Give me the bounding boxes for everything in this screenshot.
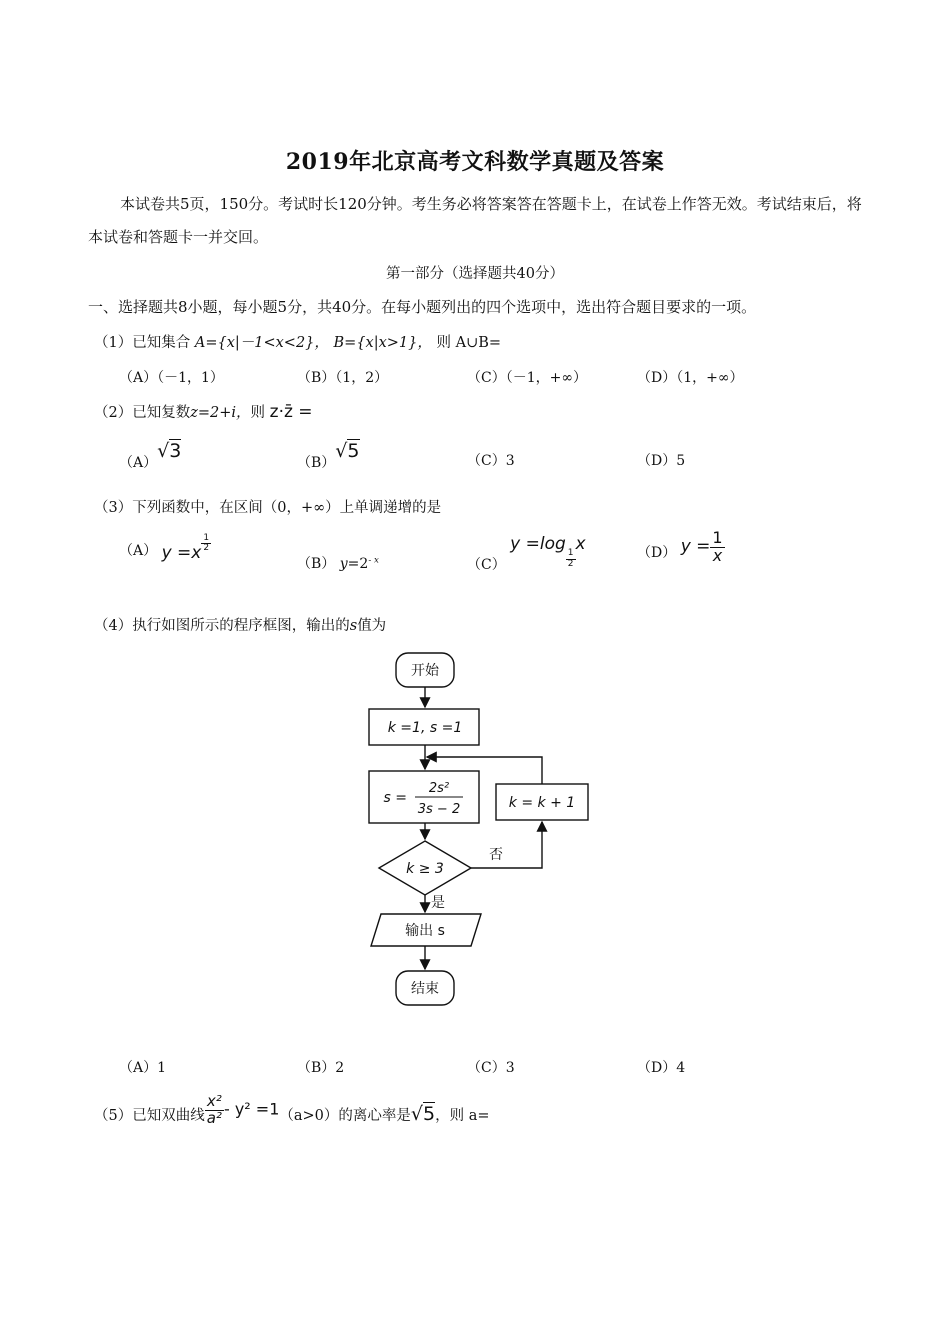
q2-option-b-radicand: 5	[347, 440, 360, 462]
q2-z: z=2+i，	[190, 405, 251, 421]
q2-option-b-label: （B）	[297, 455, 336, 471]
q1-option-a: （A）（－1，1）	[119, 370, 224, 386]
q3-option-c-label: （C）	[467, 557, 506, 573]
q3-option-b-base: 2	[359, 556, 369, 572]
question-2	[94, 401, 313, 422]
q2-label: （2）已知复数	[94, 405, 191, 421]
q4-option-b: （B）2	[297, 1060, 345, 1076]
q2-ask: 则	[250, 405, 266, 421]
q3-option-b-lhs: y=	[339, 556, 360, 572]
question-1	[94, 331, 501, 352]
q3-option-c-sub-num: 1	[567, 548, 574, 559]
q3-option-b-label: （B）	[297, 556, 336, 572]
q2-option-a-radicand: 3	[169, 440, 182, 462]
q3-option-c-lhs: y =log	[510, 534, 566, 554]
flow-assign-lhs: s =	[383, 790, 407, 806]
q3-option-d	[637, 530, 725, 565]
q4-ask: 值为	[357, 618, 387, 634]
q3-option-b	[297, 553, 379, 573]
sqrt-icon: √	[335, 440, 348, 462]
q2-option-d: （D）5	[637, 453, 686, 469]
flow-increment-label: k = k + 1	[508, 795, 576, 811]
q3-option-c-arg: x	[575, 534, 586, 554]
q3-option-a-lhs: y =	[161, 543, 192, 563]
part-title: 第一部分（选择题共40分）	[386, 266, 564, 282]
q5-ask: ，则 a=	[435, 1108, 490, 1125]
q4-option-c: （C）3	[467, 1060, 515, 1076]
question-4	[94, 614, 386, 635]
q4-label: （4）执行如图所示的程序框图，输出的	[94, 618, 350, 634]
flow-condition-label: k ≥ 3	[406, 861, 444, 877]
flow-assign-den: 3s − 2	[417, 802, 461, 817]
flow-end-label: 结束	[411, 981, 439, 997]
flow-assign-num: 2s²	[428, 781, 450, 796]
flow-output-label: 输出 s	[405, 923, 445, 939]
q3-option-c	[467, 534, 586, 573]
q3-option-d-den: x	[712, 545, 723, 565]
question-3: （3）下列函数中，在区间（0，+∞）上单调递增的是	[94, 500, 442, 516]
q2-option-a-label: （A）	[119, 455, 158, 471]
flow-yes-label: 是	[431, 895, 445, 911]
flow-init-label: k =1, s =1	[387, 720, 463, 736]
q1-option-b: （B）（1，2）	[297, 370, 389, 386]
q1-set-a: A={x|－1<x<2}，	[194, 335, 329, 351]
intro-paragraph: 本试卷共5页，150分。考试时长120分钟。考生务必将答案答在答题卡上，在试卷上作答无效。考试结束后，将本试卷和答题卡一并交回。	[88, 195, 862, 246]
q5-frac-den: a²	[206, 1108, 222, 1127]
q1-label: （1）已知集合	[94, 335, 191, 351]
q5-frac-num: x²	[205, 1094, 224, 1111]
q3-option-a-exp-num: 1	[203, 533, 210, 543]
section-title: 一、选择题共8小题，每小题5分，共40分。在每小题列出的四个选项中，选出符合题目要求的一项。	[88, 298, 757, 316]
q1-set-b: B={x|x>1}，	[333, 335, 432, 351]
q5-cond: （a>0）的离心率是	[279, 1108, 411, 1125]
sqrt-icon: √	[410, 1103, 424, 1126]
q3-option-c-sub-den: 2	[567, 558, 574, 569]
q3-option-a-exp-den: 2	[203, 543, 210, 554]
q3-option-a	[119, 533, 211, 563]
q4-var: s	[349, 618, 358, 634]
q3-option-a-base: x	[191, 543, 202, 563]
q3-option-d-num: 1	[712, 528, 723, 547]
sqrt-icon: √	[157, 440, 170, 462]
q5-radicand: 5	[423, 1103, 436, 1126]
q1-option-d: （D）（1，+∞）	[637, 370, 744, 386]
q3-option-a-label: （A）	[119, 543, 158, 559]
q1-option-c: （C）（－1，+∞）	[467, 370, 588, 386]
q2-option-a	[119, 440, 182, 471]
question-5	[94, 1094, 490, 1127]
q2-option-b	[297, 440, 360, 471]
q3-option-b-exp: - x	[368, 555, 379, 566]
flowchart	[355, 645, 605, 1015]
page-title: 2019年北京高考文科数学真题及答案	[285, 149, 665, 175]
q2-expression: z·z̄ =	[269, 402, 313, 422]
q5-label: （5）已知双曲线	[94, 1108, 205, 1125]
flow-no-arrow	[471, 822, 542, 868]
q1-ask: 则 A∪B=	[436, 335, 502, 351]
q2-option-c: （C）3	[467, 453, 515, 469]
flow-start-label: 开始	[411, 663, 439, 679]
q3-option-d-lhs: y =	[680, 536, 711, 557]
q4-option-d: （D）4	[637, 1060, 686, 1076]
q5-rest: - y² =1	[223, 1099, 280, 1119]
flow-no-label: 否	[489, 847, 503, 863]
q4-option-a: （A）1	[119, 1060, 167, 1076]
q3-option-d-label: （D）	[637, 545, 677, 562]
